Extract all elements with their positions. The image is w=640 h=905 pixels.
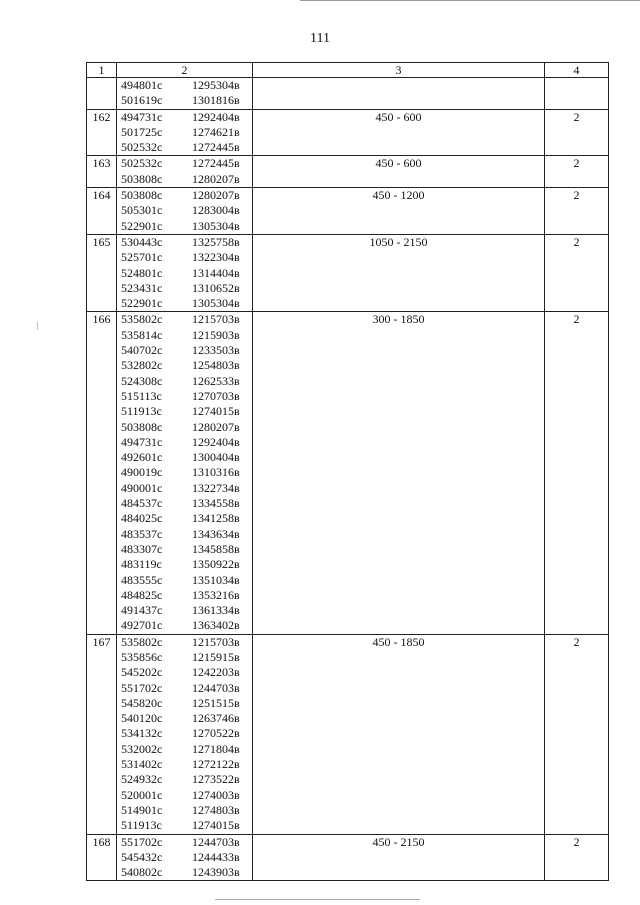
coordinate-pair [117, 296, 252, 311]
latitude-value: 494731с [121, 434, 163, 449]
latitude-value: 492601с [121, 450, 163, 465]
coordinate-pair [117, 603, 252, 618]
longitude-value: 1314404в [192, 265, 240, 280]
coordinate-list [117, 109, 253, 156]
longitude-value: 1345858в [192, 541, 240, 556]
latitude-value: 545820с [121, 695, 163, 710]
longitude-value: 1272445в [192, 140, 240, 155]
latitude-value: 483119с [121, 557, 162, 572]
table-row [87, 78, 609, 110]
longitude-value: 1215903в [192, 327, 240, 342]
longitude-value: 1283004в [192, 203, 240, 218]
coordinate-pair [117, 618, 252, 633]
coordinate-pair [117, 696, 252, 711]
longitude-value: 1243903в [192, 865, 240, 880]
table-body [87, 78, 609, 881]
table-row [87, 634, 609, 834]
altitude-range [253, 78, 545, 110]
coordinate-pair [117, 496, 252, 511]
latitude-value: 551702с [121, 834, 163, 849]
latitude-value: 540802с [121, 865, 163, 880]
longitude-value: 1263746в [192, 711, 240, 726]
longitude-value: 1244433в [192, 849, 240, 864]
coordinate-pair [117, 281, 252, 296]
coordinate-pair [117, 803, 252, 818]
longitude-value: 1363402в [192, 618, 240, 633]
latitude-value: 515113с [121, 388, 162, 403]
coordinate-pair [117, 235, 252, 250]
longitude-value: 1310316в [192, 465, 240, 480]
latitude-value: 503808с [121, 171, 163, 186]
coordinate-pair [117, 266, 252, 281]
latitude-value: 530443с [121, 234, 163, 249]
latitude-value: 535802с [121, 312, 163, 327]
coordinate-pair [117, 450, 252, 465]
coordinate-pair [117, 772, 252, 787]
longitude-value: 1215703в [192, 312, 240, 327]
coordinate-pair [117, 481, 252, 496]
longitude-value: 1274015в [192, 818, 240, 833]
altitude-range: 450 - 600 [253, 109, 545, 156]
latitude-value: 540702с [121, 343, 163, 358]
latitude-value: 494731с [121, 109, 163, 124]
latitude-value: 494801с [121, 78, 163, 92]
longitude-value: 1244703в [192, 680, 240, 695]
coordinate-pair [117, 219, 252, 234]
coordinate-pair [117, 435, 252, 450]
coordinate-pair [117, 742, 252, 757]
top-rule [300, 0, 640, 1]
latitude-value: 483555с [121, 572, 163, 587]
column-header-1: 1 [87, 63, 117, 78]
row-number: 165 [87, 234, 117, 311]
latitude-value: 540120с [121, 711, 163, 726]
longitude-value: 1272122в [192, 757, 240, 772]
row-number: 168 [87, 834, 117, 881]
longitude-value: 1270522в [192, 726, 240, 741]
coordinate-pair [117, 465, 252, 480]
coordinate-list [117, 312, 253, 634]
coordinate-pair [117, 788, 252, 803]
row-number: 163 [87, 156, 117, 188]
latitude-value: 545202с [121, 665, 163, 680]
column-header-3: 3 [253, 63, 545, 78]
table-row [87, 312, 609, 634]
coordinate-pair [117, 404, 252, 419]
latitude-value: 545432с [121, 849, 163, 864]
coordinate-list [117, 156, 253, 188]
coordinate-pair [117, 835, 252, 850]
latitude-value: 484825с [121, 587, 163, 602]
longitude-value: 1244703в [192, 834, 240, 849]
class-value [545, 78, 609, 110]
longitude-value: 1262533в [192, 373, 240, 388]
row-number: 164 [87, 188, 117, 235]
latitude-value: 524932с [121, 772, 163, 787]
coordinate-pair [117, 328, 252, 343]
longitude-value: 1361334в [192, 603, 240, 618]
row-number: 166 [87, 312, 117, 634]
coordinate-pair [117, 358, 252, 373]
longitude-value: 1350922в [192, 557, 240, 572]
longitude-value: 1280207в [192, 171, 240, 186]
latitude-value: 502532с [121, 156, 163, 171]
table-row [87, 234, 609, 311]
coordinate-pair [117, 203, 252, 218]
coordinate-list [117, 188, 253, 235]
coordinate-pair [117, 140, 252, 155]
latitude-value: 525701с [121, 250, 163, 265]
coordinate-pair [117, 635, 252, 650]
altitude-range: 450 - 1850 [253, 634, 545, 834]
coordinate-pair [117, 557, 252, 572]
bottom-rule [215, 899, 420, 900]
coordinate-pair [117, 850, 252, 865]
class-value: 2 [545, 634, 609, 834]
longitude-value: 1300404в [192, 450, 240, 465]
latitude-value: 531402с [121, 757, 163, 772]
coordinate-pair [117, 681, 252, 696]
coordinate-pair [117, 588, 252, 603]
class-value: 2 [545, 109, 609, 156]
coordinate-pair [117, 420, 252, 435]
altitude-range: 450 - 600 [253, 156, 545, 188]
latitude-value: 532002с [121, 741, 163, 756]
longitude-value: 1270703в [192, 388, 240, 403]
coordinate-pair [117, 665, 252, 680]
latitude-value: 501619с [121, 93, 163, 108]
latitude-value: 503808с [121, 419, 163, 434]
latitude-value: 505301с [121, 203, 163, 218]
latitude-value: 524308с [121, 373, 163, 388]
latitude-value: 492701с [121, 618, 163, 633]
latitude-value: 502532с [121, 140, 163, 155]
longitude-value: 1322304в [192, 250, 240, 265]
latitude-value: 483537с [121, 526, 163, 541]
coordinate-pair [117, 188, 252, 203]
longitude-value: 1242203в [192, 665, 240, 680]
altitude-range: 300 - 1850 [253, 312, 545, 634]
latitude-value: 511913с [121, 404, 162, 419]
coordinate-pair [117, 78, 252, 93]
longitude-value: 1274621в [192, 124, 240, 139]
latitude-value: 511913с [121, 818, 162, 833]
longitude-value: 1343634в [192, 526, 240, 541]
latitude-value: 483307с [121, 541, 163, 556]
longitude-value: 1310652в [192, 280, 240, 295]
latitude-value: 484025с [121, 511, 163, 526]
coordinate-pair [117, 110, 252, 125]
longitude-value: 1274003в [192, 787, 240, 802]
longitude-value: 1273522в [192, 772, 240, 787]
longitude-value: 1305304в [192, 218, 240, 233]
table-header-row [87, 63, 609, 78]
longitude-value: 1353216в [192, 587, 240, 602]
altitude-range: 450 - 1200 [253, 188, 545, 235]
longitude-value: 1280207в [192, 188, 240, 203]
coordinate-list [117, 634, 253, 834]
longitude-value: 1325758в [192, 234, 240, 249]
coordinate-list [117, 834, 253, 881]
longitude-value: 1341258в [192, 511, 240, 526]
coordinate-pair [117, 343, 252, 358]
latitude-value: 514901с [121, 802, 163, 817]
coordinate-pair [117, 573, 252, 588]
coordinate-pair [117, 650, 252, 665]
coordinate-pair [117, 818, 252, 833]
latitude-value: 535802с [121, 634, 163, 649]
longitude-value: 1215915в [192, 649, 240, 664]
coordinate-pair [117, 726, 252, 741]
longitude-value: 1292404в [192, 109, 240, 124]
coordinate-pair [117, 172, 252, 187]
latitude-value: 535856с [121, 649, 163, 664]
coordinate-pair [117, 156, 252, 171]
altitude-range: 450 - 2150 [253, 834, 545, 881]
latitude-value: 490019с [121, 465, 163, 480]
latitude-value: 484537с [121, 496, 163, 511]
longitude-value: 1251515в [192, 695, 240, 710]
class-value: 2 [545, 188, 609, 235]
latitude-value: 491437с [121, 603, 163, 618]
longitude-value: 1322734в [192, 480, 240, 495]
margin-mark [37, 322, 38, 330]
longitude-value: 1271804в [192, 741, 240, 756]
longitude-value: 1305304в [192, 296, 240, 311]
coordinate-pair [117, 389, 252, 404]
coordinate-pair [117, 511, 252, 526]
table-row [87, 109, 609, 156]
coordinate-pair [117, 865, 252, 880]
latitude-value: 523431с [121, 280, 163, 295]
longitude-value: 1272445в [192, 156, 240, 171]
longitude-value: 1274015в [192, 404, 240, 419]
altitude-range: 1050 - 2150 [253, 234, 545, 311]
coordinate-list [117, 78, 253, 110]
coordinate-pair [117, 312, 252, 327]
coordinate-pair [117, 374, 252, 389]
coordinate-pair [117, 542, 252, 557]
longitude-value: 1280207в [192, 419, 240, 434]
coordinate-pair [117, 93, 252, 108]
coordinate-pair [117, 125, 252, 140]
longitude-value: 1334558в [192, 496, 240, 511]
row-number: 162 [87, 109, 117, 156]
page-number: 111 [310, 31, 330, 46]
row-number: 167 [87, 634, 117, 834]
latitude-value: 522901с [121, 296, 163, 311]
latitude-value: 522901с [121, 218, 163, 233]
class-value: 2 [545, 312, 609, 634]
row-number [87, 78, 117, 110]
coordinates-table [86, 62, 609, 881]
longitude-value: 1215703в [192, 634, 240, 649]
column-header-2: 2 [117, 63, 253, 78]
longitude-value: 1295304в [192, 78, 240, 92]
latitude-value: 501725с [121, 124, 163, 139]
latitude-value: 535814с [121, 327, 163, 342]
latitude-value: 524801с [121, 265, 163, 280]
coordinate-pair [117, 250, 252, 265]
coordinate-pair [117, 711, 252, 726]
longitude-value: 1254803в [192, 358, 240, 373]
longitude-value: 1301816в [192, 93, 240, 108]
latitude-value: 534132с [121, 726, 163, 741]
longitude-value: 1351034в [192, 572, 240, 587]
class-value: 2 [545, 234, 609, 311]
coordinate-list [117, 234, 253, 311]
table-row [87, 188, 609, 235]
coordinate-pair [117, 527, 252, 542]
longitude-value: 1233503в [192, 343, 240, 358]
latitude-value: 490001с [121, 480, 163, 495]
latitude-value: 551702с [121, 680, 163, 695]
column-header-4: 4 [545, 63, 609, 78]
latitude-value: 532802с [121, 358, 163, 373]
coordinate-pair [117, 757, 252, 772]
class-value: 2 [545, 156, 609, 188]
latitude-value: 520001с [121, 787, 163, 802]
class-value: 2 [545, 834, 609, 881]
table-row [87, 156, 609, 188]
table-row [87, 834, 609, 881]
latitude-value: 503808с [121, 188, 163, 203]
longitude-value: 1274803в [192, 802, 240, 817]
longitude-value: 1292404в [192, 434, 240, 449]
